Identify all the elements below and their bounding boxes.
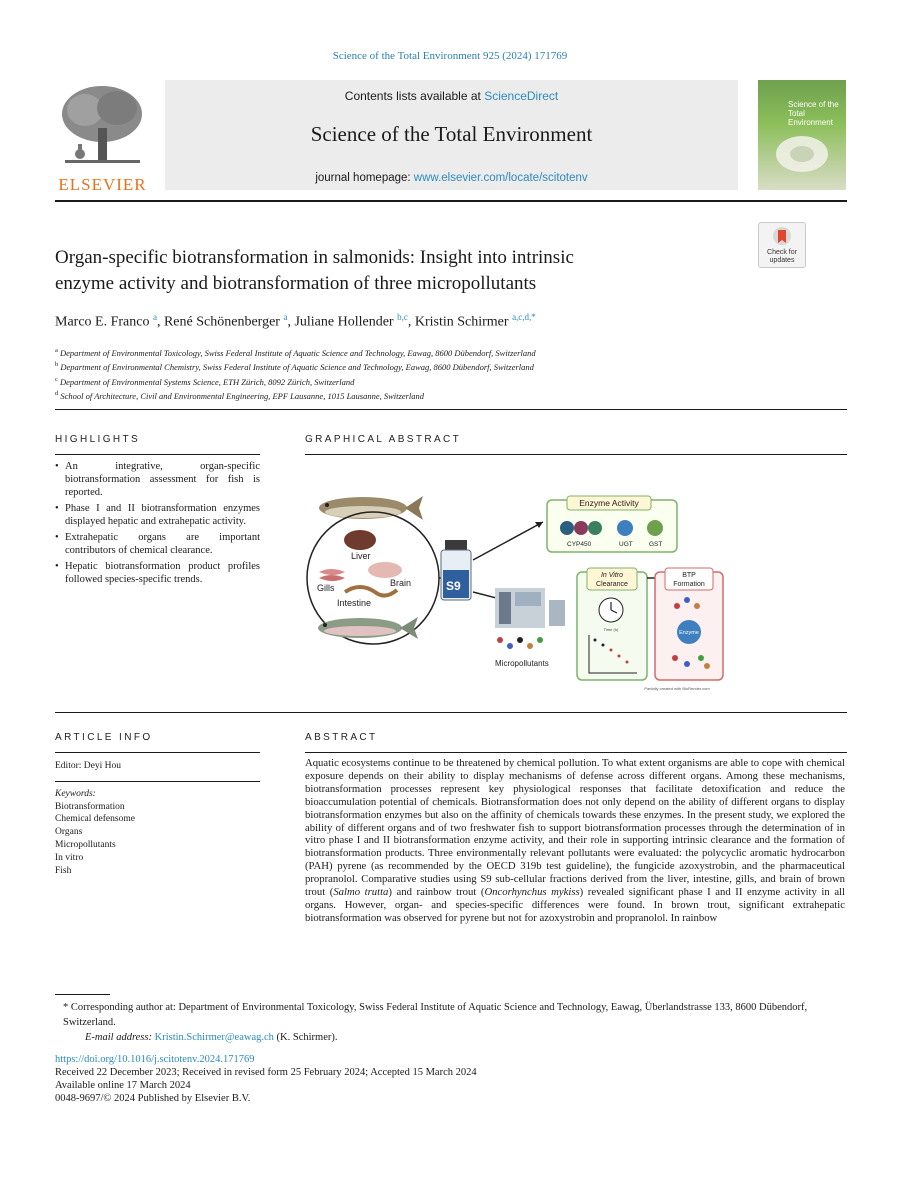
- email-link[interactable]: Kristin.Schirmer@eawag.ch: [154, 1032, 274, 1043]
- journal-title: Science of the Total Environment: [310, 122, 593, 146]
- liver-icon: [344, 530, 376, 550]
- clearance-title: In Vitro: [600, 572, 624, 579]
- gills-icon: [319, 569, 345, 581]
- elsevier-logo[interactable]: [55, 80, 150, 194]
- author-affiliation-mark[interactable]: a: [152, 312, 157, 322]
- keyword: Micropollutants: [55, 839, 116, 850]
- micropollutant-icons: [497, 637, 543, 649]
- author-name[interactable]: Juliane Hollender: [294, 314, 394, 330]
- keyword: Chemical defensome: [55, 814, 135, 825]
- publisher-name: ELSEVIER: [58, 175, 147, 194]
- highlight-item: • Phase I and II biotransformation enzymes displayed hepatic and extrahepatic activity.: [65, 502, 260, 528]
- affiliation-mark: b: [55, 361, 59, 369]
- contents-prefix: Contents lists available at: [344, 89, 485, 103]
- highlights-heading: HIGHLIGHTS: [55, 434, 141, 445]
- article-title: [55, 245, 745, 297]
- author-list: Marco E. Franco $^a$, René Schönenberger $^a$, Juliane Hollender $^{b,c}$, Kristin Schirmer $^{a,c,d,*}$: [55, 312, 536, 330]
- available-online: Available online 17 March 2024: [55, 1080, 191, 1091]
- email-suffix: (K. Schirmer).: [273, 1032, 338, 1043]
- copyright: 0048-9697/© 2024 Published by Elsevier B.V.: [55, 1093, 251, 1104]
- time-label: Time (h): [603, 627, 619, 632]
- micropollutants-label: Micropollutants: [495, 659, 549, 668]
- affiliation: [55, 359, 845, 373]
- affiliation: [55, 388, 845, 402]
- graphical-abstract-svg: [305, 460, 845, 695]
- enzyme-box-title: Enzyme Activity: [579, 498, 639, 508]
- organ-label: Gills: [317, 583, 335, 593]
- editor-rule: [55, 781, 260, 782]
- email-line: [55, 1030, 847, 1045]
- doi-link[interactable]: https://doi.org/10.1016/j.scitotenv.2024.171769: [55, 1054, 255, 1065]
- brown-trout-icon: [319, 496, 423, 520]
- sciencedirect-link[interactable]: ScienceDirect: [484, 89, 559, 103]
- author-name[interactable]: René Schönenberger: [163, 314, 280, 330]
- abstract-part: ) revealed significant phase I and II enzyme activity in all organs. However, organ- and species-specific differences were found. In brown trout, significant extrahepatic biotransformation was observed for pyrene but not for azoxystrobin and propranolol. In rainbow: [305, 886, 846, 924]
- abstract-part: ) and rainbow trout (: [388, 886, 485, 899]
- title-line-1: Organ-specific biotransformation in salmonids: Insight into intrinsic: [55, 247, 574, 268]
- article-info-heading: ARTICLE INFO: [55, 732, 153, 743]
- highlights-rule: [55, 454, 260, 455]
- tree-icon: [55, 80, 150, 168]
- homepage-line: [165, 172, 738, 184]
- footnote: [55, 1000, 847, 1045]
- rainbow-trout-icon: [318, 617, 418, 639]
- editor: Editor: Deyi Hou: [55, 761, 121, 771]
- check-for-updates-button[interactable]: [758, 222, 806, 268]
- author-name[interactable]: Kristin Schirmer: [414, 314, 509, 330]
- received-dates: Received 22 December 2023; Received in revised form 25 February 2024; Accepted 15 March 2024: [55, 1067, 477, 1078]
- author-name[interactable]: Marco E. Franco: [55, 314, 150, 330]
- btp-title: Formation: [673, 581, 705, 588]
- affiliation: [55, 374, 845, 388]
- keyword: Fish: [55, 865, 72, 876]
- check-for-updates-label: Check for updates: [767, 249, 797, 264]
- article-info: [55, 760, 260, 877]
- graphical-abstract-figure[interactable]: [305, 460, 845, 695]
- btp-title: BTP: [682, 572, 696, 579]
- abstract-heading: ABSTRACT: [305, 732, 378, 743]
- biorender-credit: Partially created with BioRender.com: [644, 686, 710, 691]
- contents-line: [165, 89, 738, 103]
- homepage-link[interactable]: www.elsevier.com/locate/scitotenv: [413, 172, 588, 184]
- header-rule: [55, 200, 847, 202]
- enzyme-label: GST: [649, 541, 663, 548]
- species-name: Oncorhynchus mykiss: [484, 886, 580, 899]
- highlight-item: • Extrahepatic organs are important contributors of chemical clearance.: [65, 531, 260, 557]
- organ-label: Liver: [351, 551, 371, 561]
- graphical-abstract-rule: [305, 454, 847, 455]
- highlight-item: • An integrative, organ-specific biotransformation assessment for fish is reported.: [65, 460, 260, 499]
- journal-cover[interactable]: [758, 80, 846, 190]
- flow-arrow: [473, 522, 543, 560]
- corresponding-author: * Corresponding author at: Department of Environmental Toxicology, Swiss Federal Institute of Aquatic Science and Technology, Eawag, Überlandstrasse 133, 8600 Dübendorf, Switzerland.: [63, 1002, 808, 1028]
- author-affiliation-mark[interactable]: a: [283, 312, 288, 322]
- instrument-icon: [495, 588, 565, 628]
- keywords-label: Keywords:: [55, 788, 96, 799]
- author-affiliation-mark[interactable]: a,c,d,*: [512, 312, 536, 322]
- cover-title: Science of the Total Environment: [788, 100, 839, 127]
- article-info-rule: [55, 752, 260, 753]
- species-name: Salmo trutta: [333, 886, 389, 899]
- abstract-text: [305, 757, 845, 925]
- brain-icon: [368, 562, 402, 578]
- affiliations: [55, 345, 845, 402]
- affiliation-text: Department of Environmental Chemistry, Swiss Federal Institute of Aquatic Science and Technology, Eawag, 8600 Dübendorf, Switzerland: [60, 362, 534, 373]
- abstract-rule: [305, 752, 847, 753]
- homepage-prefix: journal homepage:: [315, 172, 414, 184]
- enzyme-label: Enzyme: [679, 630, 699, 636]
- affiliation: [55, 345, 845, 359]
- affiliation-mark: a: [55, 347, 58, 354]
- affiliation-text: Department of Environmental Toxicology, Swiss Federal Institute of Aquatic Science and Technology, Eawag, 8600 Dübendorf, Switzerland: [60, 347, 536, 358]
- bookmark-icon: [772, 226, 792, 248]
- enzyme-label: CYP450: [567, 541, 592, 548]
- email-label: E-mail address:: [85, 1032, 155, 1043]
- affiliation-mark: c: [55, 375, 58, 383]
- graphical-abstract-heading: GRAPHICAL ABSTRACT: [305, 434, 462, 445]
- keyword: In vitro: [55, 852, 84, 863]
- keyword: Organs: [55, 827, 83, 838]
- intestine-icon: [345, 587, 397, 596]
- journal-banner: [165, 80, 738, 190]
- organ-label: Intestine: [337, 598, 372, 608]
- highlights-list: [55, 460, 260, 589]
- affiliations-rule: [55, 409, 847, 410]
- section-rule: [55, 712, 847, 713]
- title-line-2: enzyme activity and biotransformation of three micropollutants: [55, 273, 537, 294]
- highlight-item: • Hepatic biotransformation product profiles followed species-specific trends.: [65, 560, 260, 586]
- keyword: Biotransformation: [55, 801, 125, 812]
- affiliation-text: School of Architecture, Civil and Environmental Engineering, EPF Lausanne, 1015 Lausanne, Switzerland: [60, 390, 425, 401]
- journal-reference[interactable]: Science of the Total Environment 925 (2024) 171769: [332, 50, 568, 62]
- affiliation-text: Department of Environmental Systems Science, ETH Zürich, 8092 Zürich, Switzerland: [60, 376, 355, 387]
- cover-art: [758, 80, 846, 190]
- article-meta: [55, 1053, 847, 1105]
- author-affiliation-mark[interactable]: b,c: [397, 312, 408, 322]
- abstract-part: Aquatic ecosystems continue to be threatened by chemical pollution. To what extent organisms are able to cope with chemical exposure depends on their ability to display mechanisms of defense across different organs. Among these mechanisms, biotransformation processes represent key physiological responses that facilitate detoxification and reduce the bioaccumulation potential of chemicals. Biotransformation does not only depend on the ability of different organs to display biotransformation enzymes but also on the affinity of chemicals towards these enzymes. In the present study, we explored the ability of different organs and of two freshwater fish to support biotransformation processes through the determination of in vitro phase I and II biotransformation enzyme activity, and their role in supporting intrinsic clearance and the formation of biotransformation products. Three environmentally relevant pollutants were evaluated: the polycyclic aromatic hydrocarbon (PAH) pyrene (as recommended by the OECD 319b test guideline), the fungicide azoxystrobin, and the pharmaceutical propranolol. Comparative studies using S9 sub-cellular fractions derived from the liver, intestine, gills, and brain of brown trout (: [305, 757, 845, 899]
- footnote-rule: [55, 994, 110, 995]
- clearance-title: Clearance: [596, 581, 628, 588]
- organ-label: Brain: [390, 578, 412, 588]
- enzyme-label: UGT: [619, 541, 633, 548]
- affiliation-mark: d: [55, 389, 59, 397]
- vial-label: S9: [446, 579, 461, 593]
